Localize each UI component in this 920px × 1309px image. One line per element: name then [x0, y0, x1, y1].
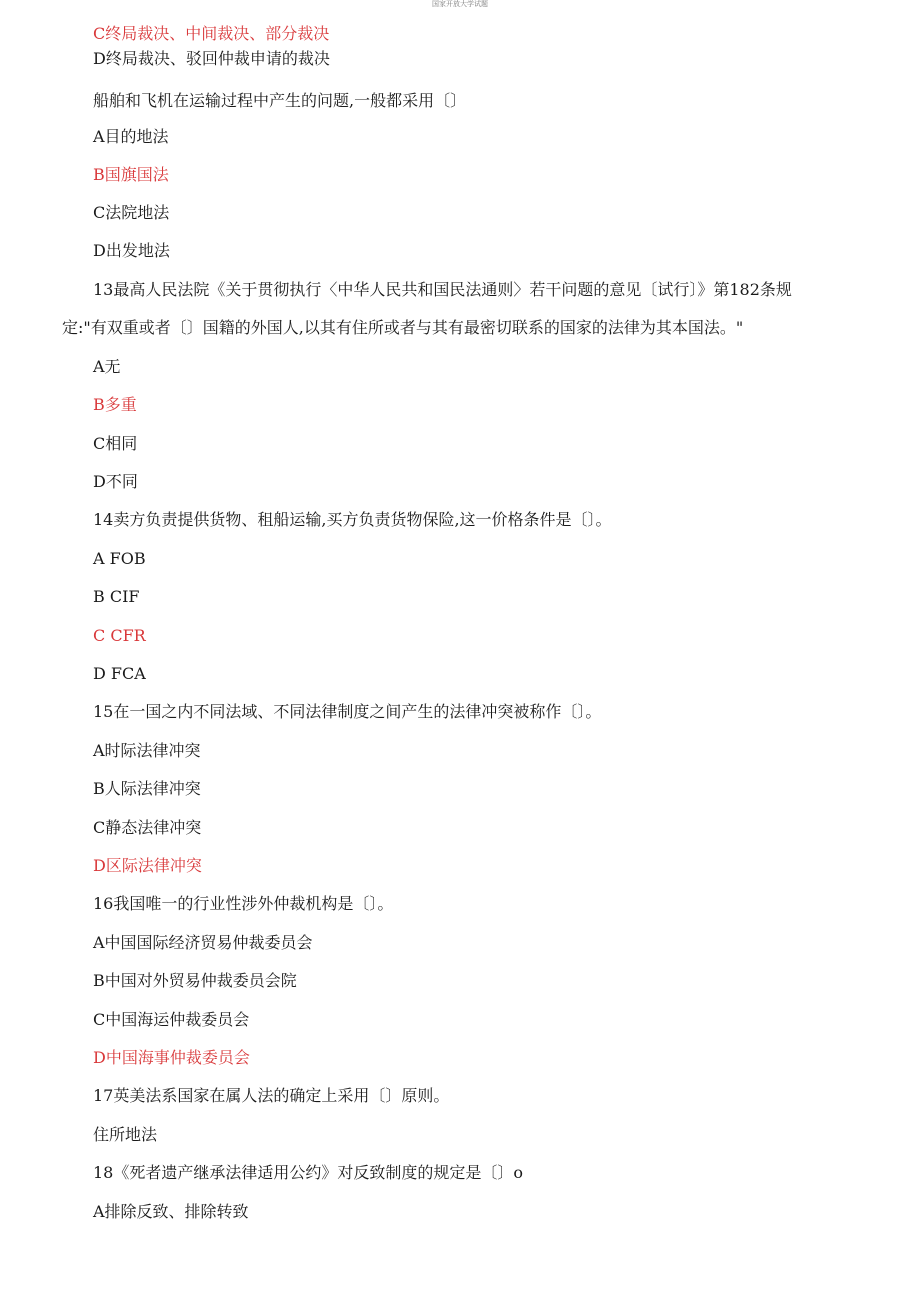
option-a: A目的地法	[93, 127, 169, 146]
option-b-answer: B国旗国法	[93, 165, 169, 184]
page-header: 国家开放大学试题	[432, 0, 488, 8]
question-text: 船舶和飞机在运输过程中产生的问题,一般都采用〔〕	[93, 91, 467, 110]
question-15-text: 15在一国之内不同法域、不同法律制度之间产生的法律冲突被称作〔〕。	[93, 702, 602, 721]
option-a: A排除反致、排除转致	[93, 1202, 249, 1221]
question-13-text-cont: 定:"有双重或者〔〕国籍的外国人,以其有住所或者与其有最密切联系的国家的法律为其本国法。"	[62, 318, 744, 337]
option-a: A FOB	[93, 549, 146, 568]
option-a: A时际法律冲突	[93, 741, 201, 760]
question-13-text: 13最高人民法院《关于贯彻执行〈中华人民共和国民法通则〉若干问题的意见〔试行〕》第182条规	[93, 280, 792, 299]
option-d-answer: D中国海事仲裁委员会	[93, 1048, 250, 1067]
question-16-text: 16我国唯一的行业性涉外仲裁机构是〔〕。	[93, 894, 394, 913]
answer-text: 住所地法	[93, 1125, 158, 1144]
option-a: A中国国际经济贸易仲裁委员会	[93, 933, 313, 952]
option-d-answer: D区际法律冲突	[93, 856, 202, 875]
option-d: D不同	[93, 472, 138, 491]
option-a: A无	[93, 357, 121, 376]
option-b: B CIF	[93, 587, 140, 606]
question-18-text: 18《死者遗产继承法律适用公约》对反致制度的规定是〔〕o	[93, 1163, 523, 1182]
option-d: D出发地法	[93, 241, 170, 260]
option-c-answer: C CFR	[93, 626, 146, 645]
option-b-answer: B多重	[93, 395, 137, 414]
option-c: C相同	[93, 434, 138, 453]
option-d: D FCA	[93, 664, 146, 683]
option-c-answer: C终局裁决、中间裁决、部分裁决	[93, 24, 330, 43]
option-c: C法院地法	[93, 203, 170, 222]
option-b: B人际法律冲突	[93, 779, 201, 798]
option-d: D终局裁决、驳回仲裁申请的裁决	[93, 49, 330, 68]
option-c: C中国海运仲裁委员会	[93, 1010, 250, 1029]
question-14-text: 14卖方负责提供货物、租船运输,买方负责货物保险,这一价格条件是〔〕。	[93, 510, 612, 529]
option-c: C静态法律冲突	[93, 818, 202, 837]
question-17-text: 17英美法系国家在属人法的确定上采用〔〕原则。	[93, 1086, 450, 1105]
option-b: B中国对外贸易仲裁委员会院	[93, 971, 297, 990]
